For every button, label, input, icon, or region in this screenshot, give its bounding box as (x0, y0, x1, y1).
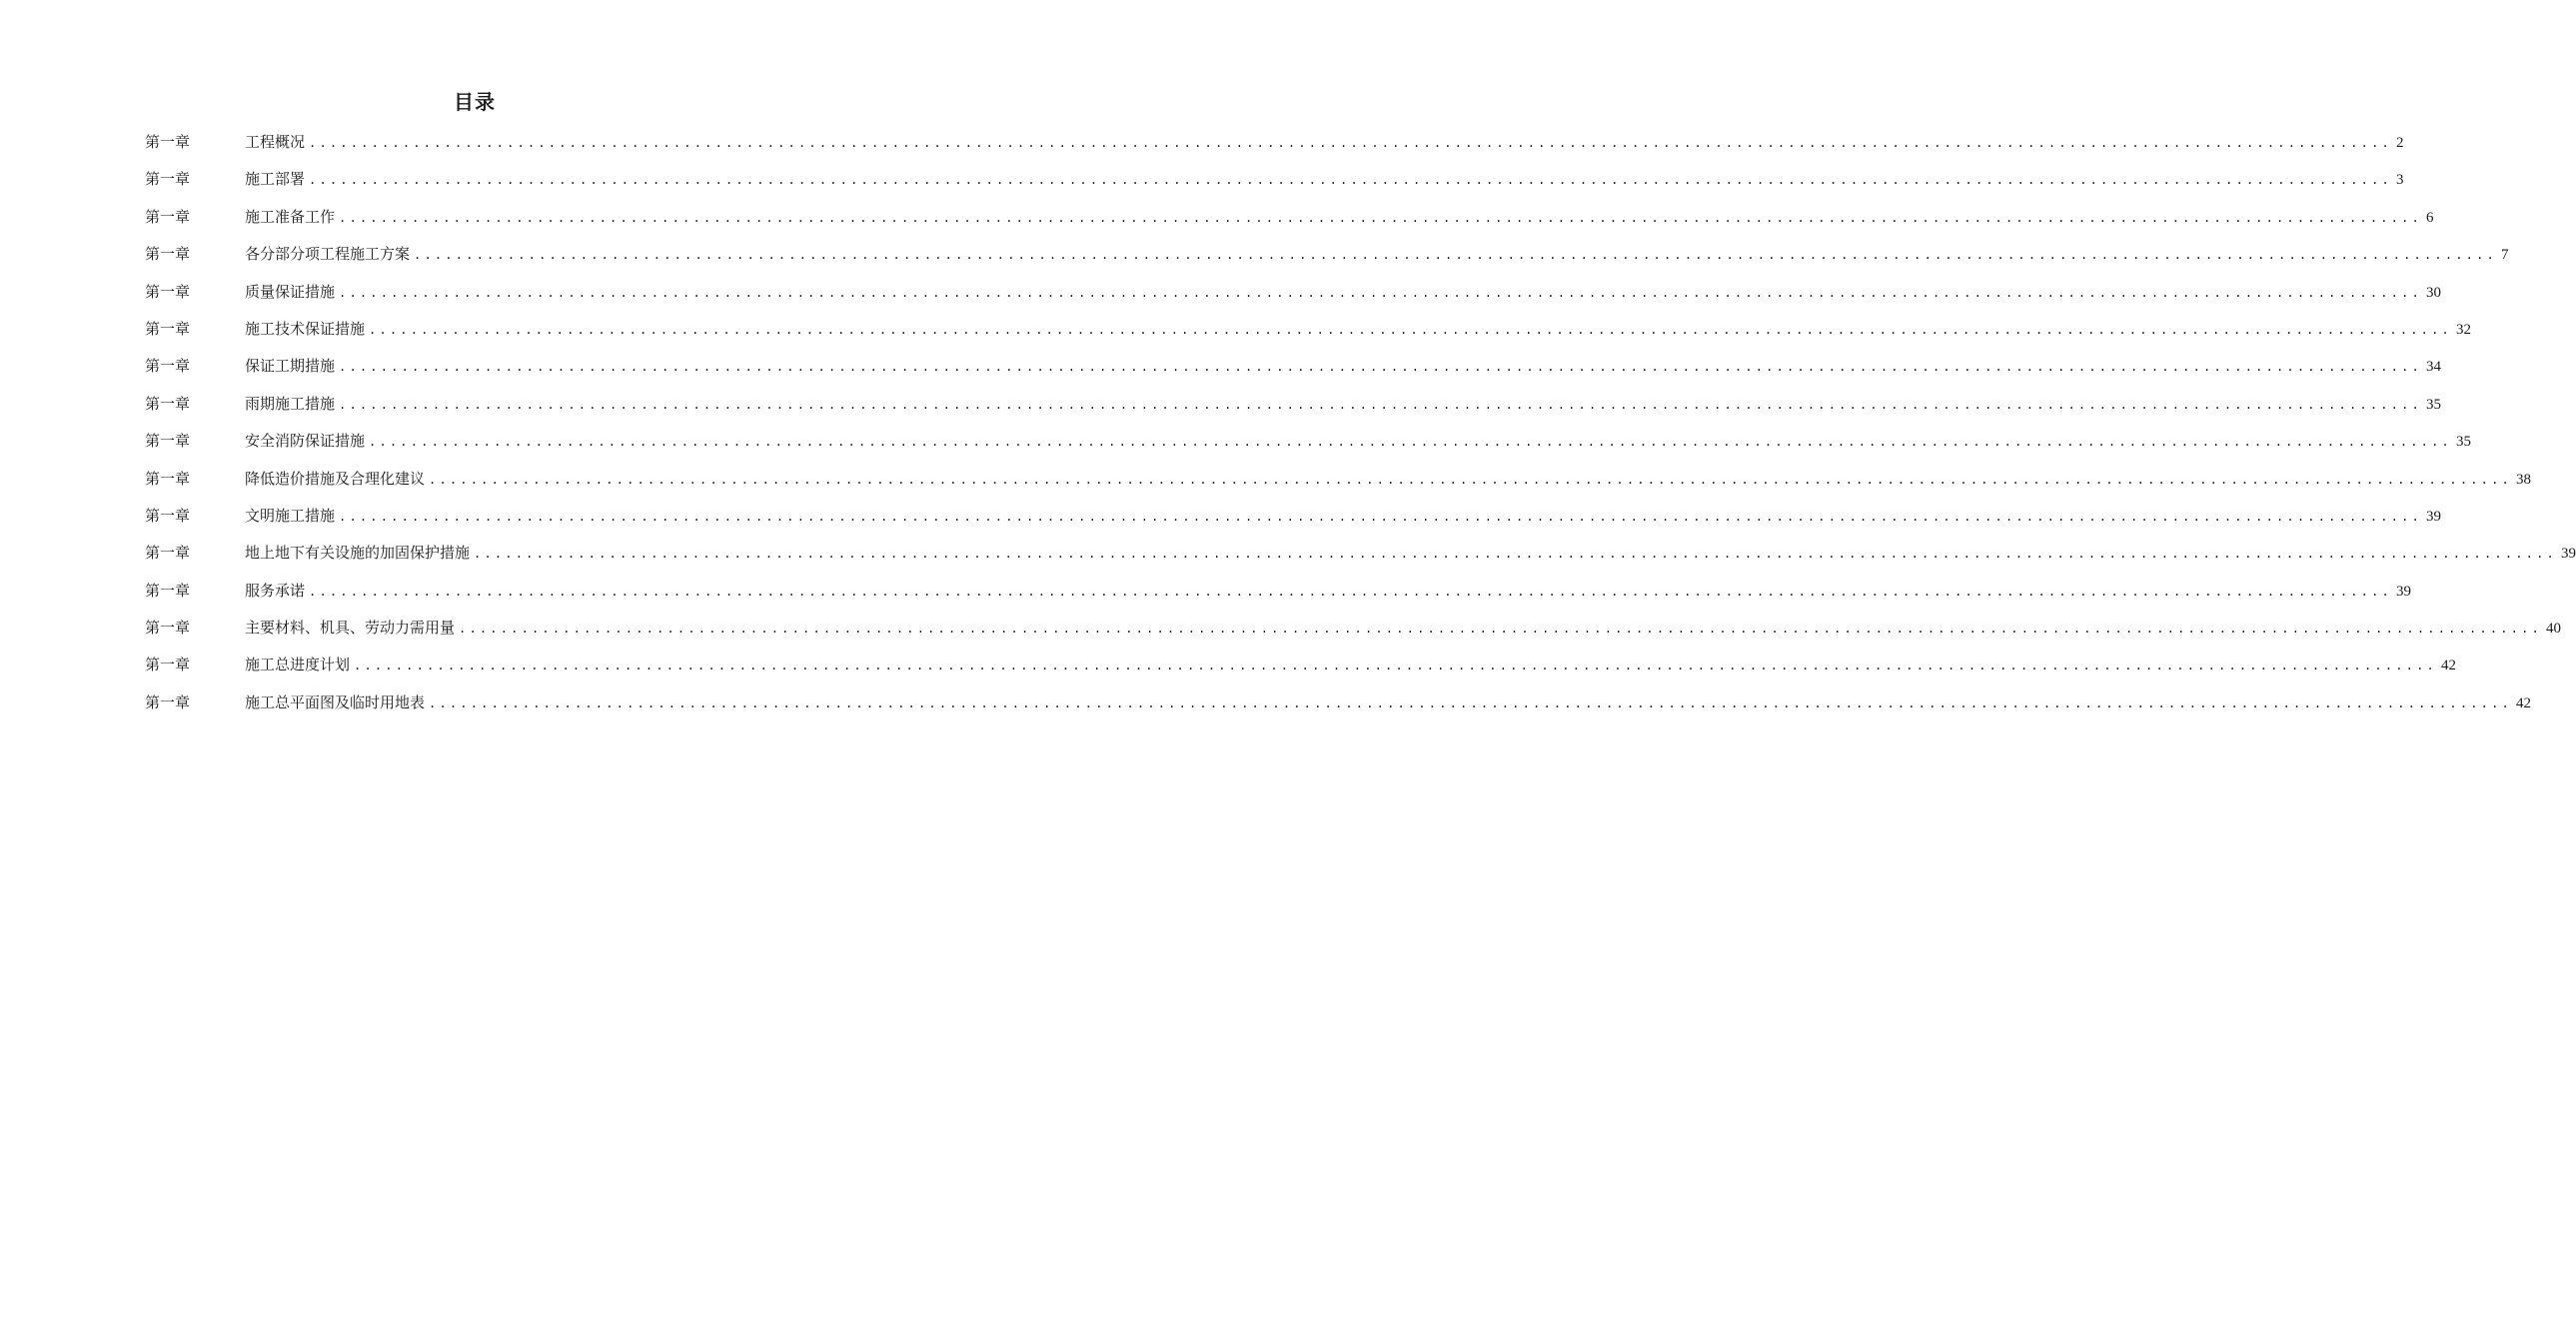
entry-title: 雨期施工措施 (245, 394, 336, 413)
entry-title: 施工部署 (245, 170, 306, 189)
dot-leader: ........................................................................................................................................................................................................ (339, 360, 2422, 375)
dot-leader: ........................................................................................................................................................................................................ (474, 547, 2557, 562)
toc-entry[interactable] (145, 386, 2441, 423)
chapter-label: 第一章 (145, 544, 191, 563)
dot-leader: ........................................................................................................................................................................................................ (309, 584, 2392, 599)
toc-entry[interactable] (145, 423, 2471, 460)
dot-leader: ........................................................................................................................................................................................................ (339, 509, 2422, 524)
dot-leader: ........................................................................................................................................................................................................ (414, 248, 2497, 263)
chapter-label: 第一章 (145, 133, 191, 151)
toc-entry[interactable] (145, 647, 2456, 683)
chapter-label: 第一章 (145, 506, 191, 525)
toc-entry[interactable] (145, 348, 2441, 385)
dot-leader: ........................................................................................................................................................................................................ (339, 397, 2422, 412)
page-number: 30 (2425, 284, 2441, 301)
toc-entry[interactable] (145, 124, 2404, 161)
entry-title: 降低造价措施及合理化建议 (245, 469, 426, 488)
page-number: 39 (2425, 508, 2441, 525)
entry-title: 各分部分项工程施工方案 (245, 245, 411, 264)
chapter-label: 第一章 (145, 357, 191, 376)
toc-entry[interactable] (145, 161, 2404, 198)
dot-leader: ........................................................................................................................................................................................................ (429, 695, 2512, 710)
page-number: 38 (2515, 471, 2531, 488)
toc-entry[interactable] (145, 274, 2441, 311)
entry-title: 保证工期措施 (245, 357, 336, 376)
page-number: 32 (2455, 321, 2471, 338)
entry-title: 质量保证措施 (245, 282, 336, 301)
toc-entry[interactable] (145, 311, 2471, 348)
toc-entry[interactable] (145, 498, 2441, 535)
entry-title: 施工总进度计划 (245, 656, 351, 674)
chapter-label: 第一章 (145, 581, 191, 600)
page-number: 2 (2395, 135, 2404, 151)
toc-entry[interactable] (145, 610, 2561, 647)
toc-title: 目录 (454, 90, 496, 114)
toc-entry[interactable] (145, 461, 2531, 498)
page-number: 3 (2395, 172, 2404, 189)
chapter-label: 第一章 (145, 432, 191, 451)
toc-entry[interactable] (145, 199, 2434, 236)
page-number: 42 (2440, 658, 2456, 674)
page-number: 35 (2425, 396, 2441, 413)
entry-title: 主要材料、机具、劳动力需用量 (245, 619, 456, 638)
entry-title: 地上地下有关设施的加固保护措施 (245, 544, 471, 563)
toc-entry[interactable] (145, 535, 2576, 572)
page-number: 35 (2455, 434, 2471, 451)
entry-title: 安全消防保证措施 (245, 432, 366, 451)
dot-leader: ........................................................................................................................................................................................................ (309, 136, 2392, 150)
page-number: 7 (2500, 247, 2509, 264)
entry-title: 文明施工措施 (245, 506, 336, 525)
page-number: 34 (2425, 359, 2441, 376)
chapter-label: 第一章 (145, 469, 191, 488)
toc-entry[interactable] (145, 684, 2531, 721)
toc-list (145, 124, 2576, 721)
chapter-label: 第一章 (145, 619, 191, 638)
chapter-label: 第一章 (145, 170, 191, 189)
page-number: 39 (2560, 546, 2576, 563)
dot-leader: ........................................................................................................................................................................................................ (429, 472, 2512, 487)
chapter-label: 第一章 (145, 282, 191, 301)
chapter-label: 第一章 (145, 656, 191, 674)
chapter-label: 第一章 (145, 245, 191, 264)
chapter-label: 第一章 (145, 394, 191, 413)
page-number: 42 (2515, 694, 2531, 711)
dot-leader: ........................................................................................................................................................................................................ (459, 622, 2542, 637)
dot-leader: ........................................................................................................................................................................................................ (339, 210, 2422, 225)
entry-title: 施工技术保证措施 (245, 319, 366, 338)
entry-title: 施工准备工作 (245, 207, 336, 226)
toc-entry[interactable] (145, 573, 2411, 610)
page-number: 6 (2425, 209, 2434, 226)
chapter-label: 第一章 (145, 692, 191, 711)
chapter-label: 第一章 (145, 319, 191, 338)
entry-title: 服务承诺 (245, 581, 306, 600)
dot-leader: ........................................................................................................................................................................................................ (369, 322, 2452, 337)
page-number: 39 (2395, 583, 2411, 600)
toc-entry[interactable] (145, 236, 2509, 273)
entry-title: 工程概况 (245, 133, 306, 151)
entry-title: 施工总平面图及临时用地表 (245, 692, 426, 711)
dot-leader: ........................................................................................................................................................................................................ (309, 173, 2392, 188)
dot-leader: ........................................................................................................................................................................................................ (369, 435, 2452, 450)
dot-leader: ........................................................................................................................................................................................................ (339, 285, 2422, 300)
chapter-label: 第一章 (145, 207, 191, 226)
page-number: 40 (2545, 621, 2561, 638)
dot-leader: ........................................................................................................................................................................................................ (354, 659, 2437, 673)
